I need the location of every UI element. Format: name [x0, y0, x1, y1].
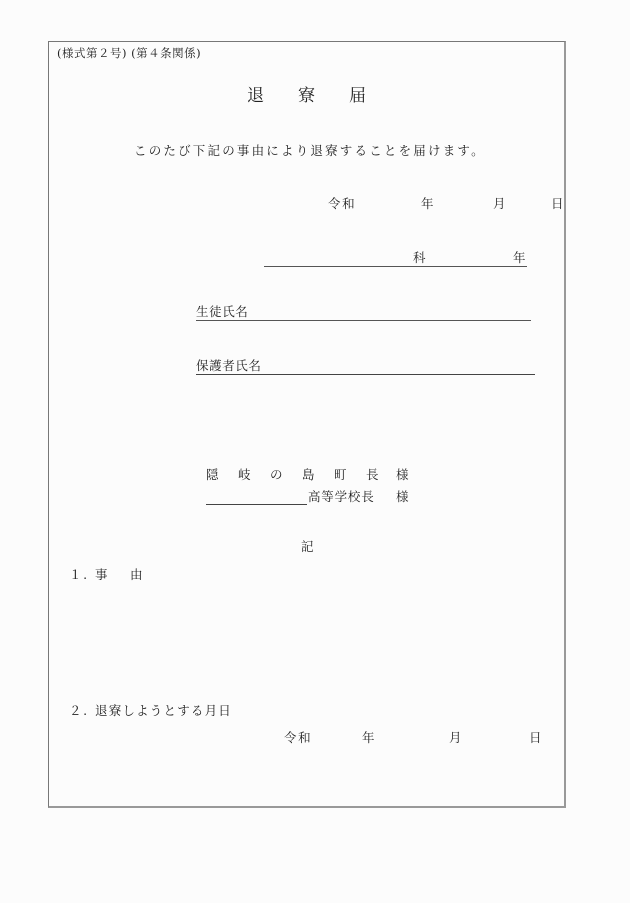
date-year-bottom: 年 — [362, 730, 377, 745]
grade-label: 年 — [513, 250, 528, 265]
form-reference: (様式第２号) (第４条関係) — [57, 46, 202, 60]
date-era-bottom: 令和 — [284, 730, 313, 745]
item2-number: ２. — [69, 703, 89, 718]
addressee-char: 島 — [302, 467, 317, 482]
date-month-top: 月 — [493, 196, 508, 211]
principal-honorific: 様 — [396, 489, 411, 504]
addressee-char: 長 — [366, 467, 381, 482]
intro-text: このたび下記の事由により退寮することを届けます。 — [134, 143, 486, 158]
addressee-char: 隠 — [206, 467, 221, 482]
item1-label-b: 由 — [130, 567, 145, 582]
student-name-underline[interactable] — [196, 320, 531, 321]
date-day-bottom: 日 — [529, 730, 544, 745]
addressee-char: 町 — [334, 467, 349, 482]
item1-number: １. — [69, 567, 89, 582]
ki-heading: 記 — [301, 539, 316, 554]
addressee-char: 岐 — [238, 467, 253, 482]
guardian-name-underline[interactable] — [196, 374, 535, 375]
date-year-top: 年 — [421, 196, 436, 211]
title-char: 寮 — [298, 86, 315, 106]
class-underline[interactable] — [264, 266, 527, 267]
item1-label-a: 事 — [95, 567, 110, 582]
item2-label: 退寮しようとする月日 — [95, 703, 233, 718]
school-name-underline[interactable] — [206, 504, 307, 505]
date-day-top: 日 — [551, 196, 566, 211]
title-char: 退 — [247, 86, 264, 106]
student-name-label: 生徒氏名 — [196, 304, 249, 319]
date-month-bottom: 月 — [449, 730, 464, 745]
dept-label: 科 — [413, 250, 428, 265]
date-era-top: 令和 — [328, 196, 357, 211]
principal-label: 高等学校長 — [308, 489, 375, 504]
addressee-char: の — [270, 467, 285, 482]
addressee-char: 様 — [396, 467, 411, 482]
title-char: 届 — [349, 86, 366, 106]
guardian-name-label: 保護者氏名 — [196, 358, 262, 373]
